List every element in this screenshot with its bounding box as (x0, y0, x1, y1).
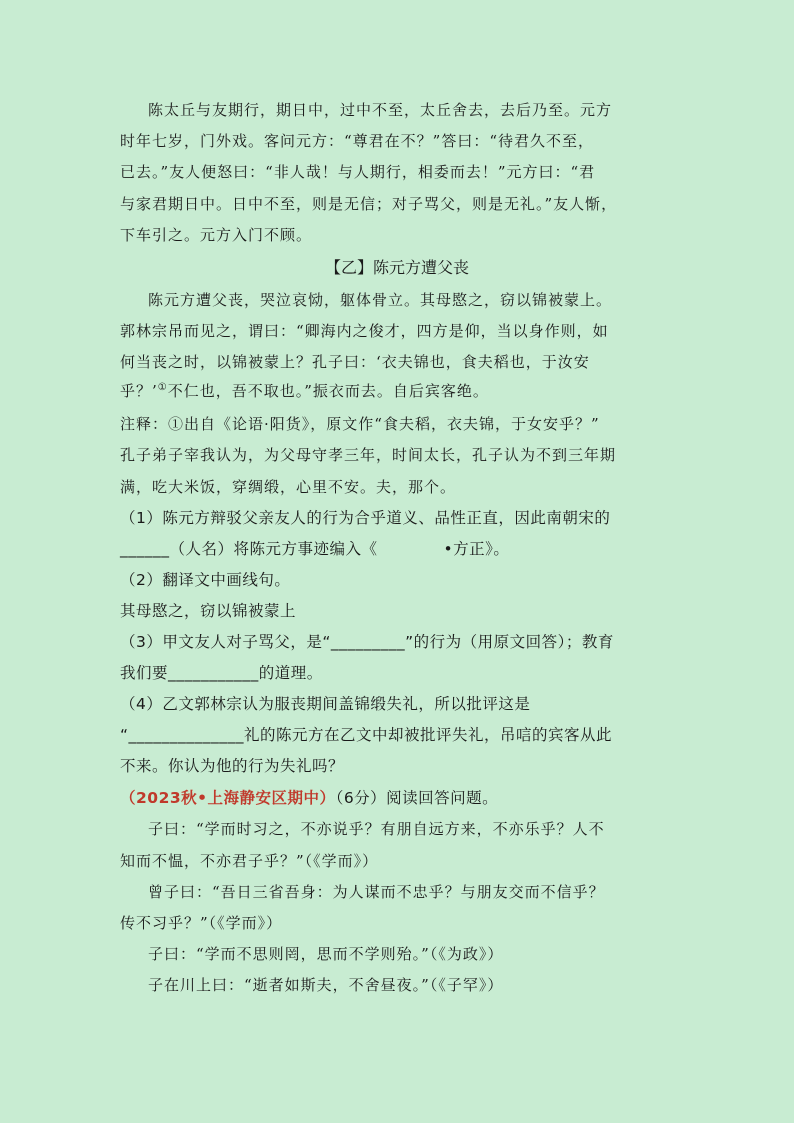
analects-line-1: 子曰：“学而时习之，不亦说乎？有朋自远方来，不亦乐乎？人不 (148, 820, 605, 838)
next-question-intro: （6分）阅读回答问题。 (335, 789, 499, 807)
jia-text-line-3: 已去。”友人便怒曰：“非人哉！与人期行，相委而去！”元方曰：“君 (120, 163, 596, 181)
next-question-header (120, 787, 498, 809)
yi-text-line-4-part-b: 不仁也，吾不取也。”振衣而去。自后宾客绝。 (167, 382, 489, 400)
question-1-line-1: （1）陈元方辩驳父亲友人的行为合乎道义、品性正直，因此南朝宋的 (120, 509, 611, 527)
yi-text-line-3: 何当丧之时，以锦被蒙上？孔子曰：‘衣夫锦也，食夫稻也，于汝安 (120, 353, 590, 371)
yi-text-line-2: 郭林宗吊而见之，谓曰：“卿海内之俊才，四方是仰，当以身作则，如 (120, 322, 609, 340)
question-4-line-3: 不来。你认为他的行为失礼吗？ (120, 757, 345, 775)
analects-line-3: 曾子曰：“吾日三省吾身：为人谋而不忠乎？与朋友交而不信乎？ (148, 883, 605, 901)
question-3-line-1: （3）甲文友人对子骂父，是“_________”的行为（用原文回答）；教育 (120, 633, 614, 651)
analects-line-6: 子在川上曰：“逝者如斯夫，不舍昼夜。”（《子罕》） (148, 976, 504, 994)
yi-text-line-1: 陈元方遭父丧，哭泣哀恸，躯体骨立。其母愍之，窃以锦被蒙上。 (148, 291, 613, 309)
question-2-sentence: 其母愍之，窃以锦被蒙上 (120, 602, 297, 620)
jia-text-line-5: 下车引之。元方入门不顾。 (120, 226, 313, 244)
yi-heading: 【乙】陈元方遭父丧 (324, 258, 469, 277)
question-1-blank-text: ______（人名）将陈元方事迹编入《 (120, 540, 378, 558)
jia-text-line-4: 与家君期日中。日中不至，则是无信；对子骂父，则是无礼。”友人惭， (120, 195, 618, 213)
question-2-line-1: （2）翻译文中画线句。 (120, 571, 291, 589)
question-1-chapter-text: •方正》。 (443, 540, 510, 558)
question-4-line-2: “______________礼的陈元方在乙文中却被批评失礼，吊唁的宾客从此 (120, 726, 613, 744)
analects-line-4: 传不习乎？”（《学而》） (120, 914, 283, 932)
note-line-3: 满，吃大米饭，穿绸缎，心里不安。夫，那个。 (120, 478, 457, 496)
question-4-line-1: （4）乙文郭林宗认为服丧期间盖锦缎失礼，所以批评这是 (120, 695, 531, 713)
exam-source-label: （2023秋•上海静安区期中） (120, 789, 336, 807)
question-3-line-2: 我们要___________的道理。 (120, 664, 323, 682)
question-1-line-2 (120, 538, 509, 560)
analects-line-5: 子曰：“学而不思则罔，思而不学则殆。”（《为政》） (148, 945, 504, 963)
yi-text-line-4 (120, 380, 489, 402)
yi-text-line-4-part-a: 乎？’ (120, 382, 158, 400)
jia-text-line-2: 时年七岁，门外戏。客问元方：“尊君在不？”答曰：“待君久不至， (120, 132, 595, 150)
note-line-2: 孔子弟子宰我认为，为父母守孝三年，时间太长，孔子认为不到三年期 (120, 446, 617, 464)
analects-line-2: 知而不愠，不亦君子乎？”（《学而》） (120, 852, 379, 870)
footnote-marker: ① (157, 382, 168, 393)
note-line-1: 注释：①出自《论语·阳货》，原文作“食夫稻，衣夫锦，于女安乎？” (120, 415, 600, 433)
jia-text-line-1: 陈太丘与友期行，期日中，过中不至，太丘舍去，去后乃至。元方 (148, 101, 613, 119)
